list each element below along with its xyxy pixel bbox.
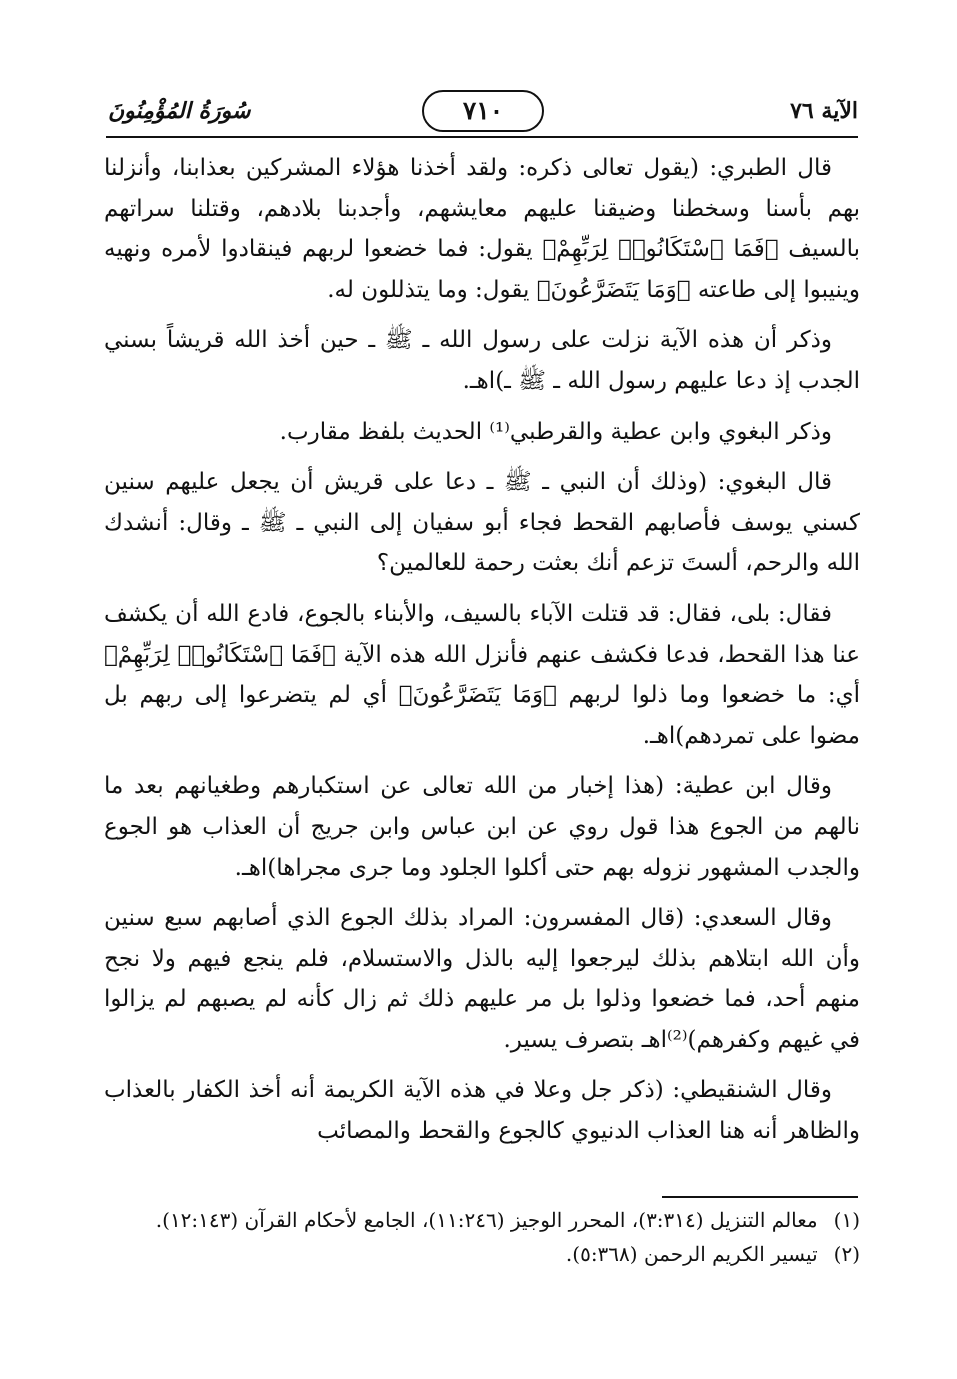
paragraph-1: قال الطبري: (يقول تعالى ذكره: ولقد أخذنا هؤلاء المشركين بعذابنا، وأنزلنا بهم بأسنا وسخطنا وضيقنا عليهم معايشهم، وأجدبنا بلادهم، وقتلنا سراتهم بالسيف ﴿فَمَا ٱسْتَكَانُوا۟ لِرَبِّهِمْ﴾ يقول: فما خضعوا لربهم فينقادوا لأمره ونهيه وينيبوا إلى طاعته ﴿وَمَا يَتَضَرَّعُونَ﴾ يقول: وما يتذللون له. — [104, 155, 860, 303]
surah-title: سُورَةُ المُؤْمِنُونَ — [108, 98, 251, 124]
verse-label: الآية ٧٦ — [790, 98, 858, 124]
paragraph-6: وقال ابن عطية: (هذا إخبار من الله تعالى عن استكبارهم وطغيانهم بعد ما نالهم من الجوع هذا قول روي عن ابن عباس وابن جريج أن العذاب هو الجوع والجدب المشهور نزوله بهم حتى أكلوا الجلود وما جرى مجراها)اهـ. — [104, 773, 860, 881]
paragraph-8: وقال الشنقيطي: (ذكر جل وعلا في هذه الآية الكريمة أنه أخذ الكفار بالعذاب والظاهر أنه هنا العذاب الدنيوي كالجوع والقحط والمصائب — [104, 1077, 860, 1145]
page-header — [108, 92, 858, 136]
paragraph-7: وقال السعدي: (قال المفسرون: المراد بذلك الجوع الذي أصابهم سبع سنين وأن الله ابتلاهم بذلك ليرجعوا إليه بالذل والاستسلام، فلم ينجع فيهم ولا نجح منهم أحد، فما خضعوا وذلوا بل مر عليهم ذلك ثم زال كأنه لم يصبهم لم يزالوا في غيهم وكفرهم)⁽²⁾اهـ بتصرف يسير. — [104, 905, 860, 1053]
paragraph-2: وذكر أن هذه الآية نزلت على رسول الله ـ ﷺ ـ حين أخذ الله قريشاً بسني الجدب إذ دعا عليهم رسول الله ـ ﷺ ـ)اهـ. — [104, 327, 860, 394]
footnote-2-number: (٢) — [833, 1242, 860, 1266]
footnote-1 — [104, 1204, 860, 1236]
header-divider — [106, 136, 858, 138]
page-number-badge: ٧١٠ — [422, 90, 544, 132]
footnote-1-text: معالم التنزيل (٣:٣١٤)، المحرر الوجيز (١١:٢٤٦)، الجامع لأحكام القرآن (١٢:١٤٣). — [155, 1208, 818, 1232]
footnote-divider — [662, 1196, 858, 1198]
footnote-2-text: تيسير الكريم الرحمن (٥:٣٦٨). — [565, 1242, 818, 1266]
paragraph-3: وذكر البغوي وابن عطية والقرطبي⁽¹⁾ الحديث بلفظ مقارب. — [279, 418, 832, 445]
footnote-2 — [104, 1238, 860, 1270]
paragraph-4: قال البغوي: (وذلك أن النبي ـ ﷺ ـ دعا على قريش أن يجعل عليهم سنين كسني يوسف فأصابهم القحط فجاء أبو سفيان إلى النبي ـ ﷺ ـ وقال: أنشدك الله والرحم، ألستَ تزعم أنك بعثت رحمة للعالمين؟ — [104, 469, 860, 577]
footnotes — [104, 1202, 860, 1322]
paragraph-5: فقال: بلى، فقال: قد قتلت الآباء بالسيف، والأبناء بالجوع، فادع الله أن يكشف عنا هذا القحط، فدعا فكشف عنهم فأنزل الله هذه الآية ﴿فَمَا ٱسْتَكَانُوا۟ لِرَبِّهِمْ﴾ أي: ما خضعوا وما ذلوا لربهم ﴿وَمَا يَتَضَرَّعُونَ﴾ أي لم يتضرعوا إلى ربهم بل مضوا على تمردهم)اهـ. — [104, 600, 860, 749]
main-text — [104, 148, 860, 1188]
footnote-1-number: (١) — [833, 1208, 860, 1232]
